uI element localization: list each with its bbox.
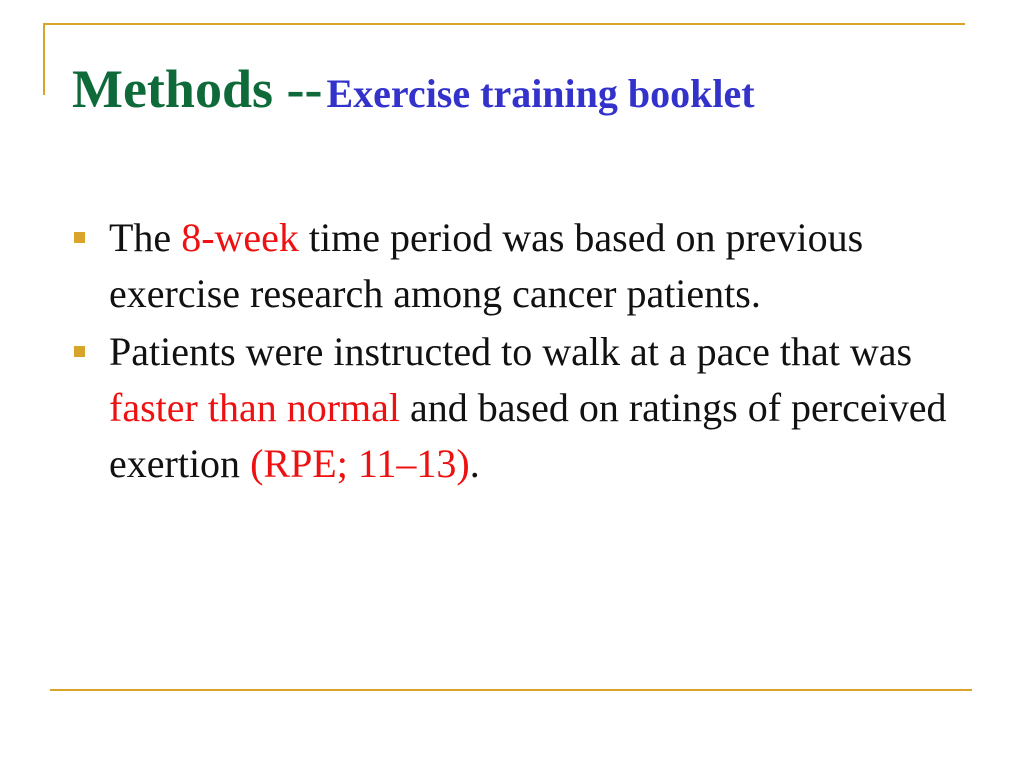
frame-left-line [43,23,45,95]
square-bullet-icon [74,232,85,243]
bullet-item-1 [70,210,970,322]
bullet-1-highlight: 8-week [181,215,299,260]
bullet-2-text-pre: Patients were instructed to walk at a pace that was [109,329,913,374]
bullet-2-highlight: faster than normal [109,385,400,430]
slide-title [72,59,992,119]
bullet-1-text-post: time period was based on previous exercise research among cancer patients. [109,215,864,316]
bullet-1-text-pre: The [109,215,182,260]
bullet-2-text-end: . [469,441,480,486]
frame-top-line [43,23,965,25]
title-subtitle: Exercise training booklet [326,71,755,116]
frame-bottom-line [50,689,972,691]
title-main: Methods -- [72,59,323,119]
bullet-item-2 [70,324,970,492]
square-bullet-icon [74,346,85,357]
bullet-2-highlight-rpe: (RPE; 11–13) [250,441,470,486]
bullet-2-text-post: and based on ratings of perceived exertion [109,385,947,486]
bullet-list [70,210,970,494]
